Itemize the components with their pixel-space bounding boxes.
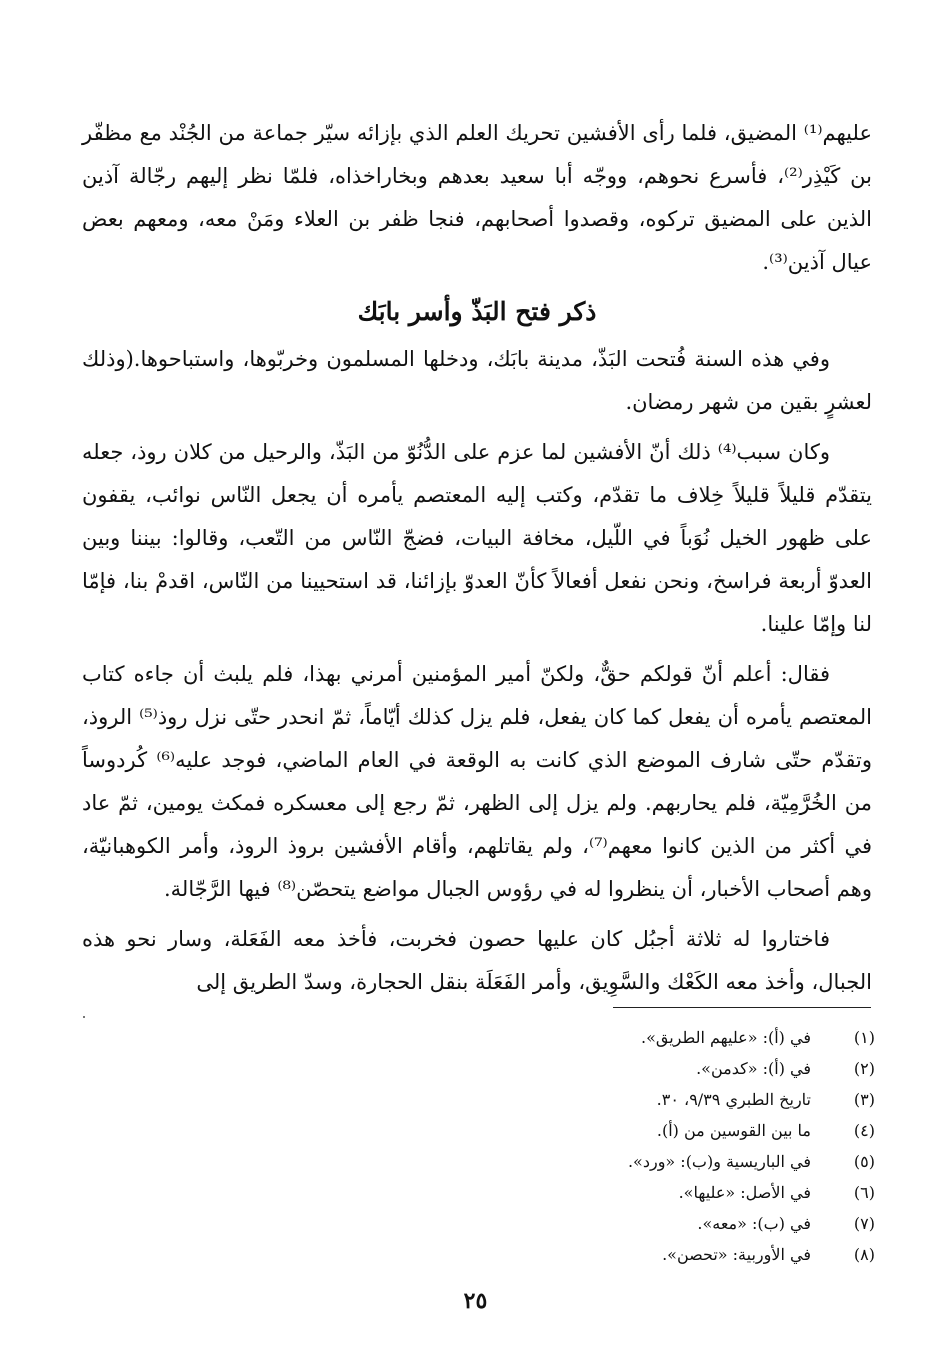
footnote-text: ما بين القوسين من (أ). xyxy=(656,1121,811,1140)
footnote-number: (٢) xyxy=(853,1059,875,1078)
footnote-number: (٦) xyxy=(853,1183,875,1202)
footnote-text: في الباريسية و(ب): «ورد». xyxy=(627,1152,811,1171)
footnote-text: في (أ): «كدمن». xyxy=(696,1059,811,1078)
footnote-text: في الأصل: «عليها». xyxy=(678,1183,811,1202)
footnote-number: (٥) xyxy=(853,1152,875,1171)
footnote-text: في (ب): «معه». xyxy=(697,1214,811,1233)
footnote-text: في الأوربية: «تحصن». xyxy=(662,1245,811,1264)
paragraph-3: وكان سبب⁽⁴⁾ ذلك أنّ الأفشين لما عزم على الدُّنُوّ من البَذّ، والرحيل من كلان روذ، جعله يتقدّم قليلاً قليلاً خِلاف ما تقدّم، وكتب إليه المعتصم يأمره أن يجعل النّاس نوائب، يقفون على ظهور الخيل نُوَباً في اللّيل، مخافة البيات، فضجّ النّاس من التّعب، وقالوا: بيننا وبين العدوّ أربعة فراسخ، ونحن نفعل أفعالاً كأنّ العدوّ بإزائنا، قد استحيينا من النّاس، اقدمْ بنا، فإمّا لنا وإمّا علينا. xyxy=(82,440,872,636)
main-text xyxy=(82,112,872,1004)
footnote-number: (٧) xyxy=(853,1214,875,1233)
footnote-item xyxy=(375,1208,875,1239)
paragraph-5: فاختاروا له ثلاثة أجبُل كان عليها حصون فخربت، فأخذ معه الفَعَلة، وسار نحو هذه الجبال، وأخذ معه الكَعْك والسَّوِيق، وأمر الفَعَلَة بنقل الحجارة، وسدّ الطريق إلى xyxy=(82,927,872,994)
footnote-text: في (أ): «عليهم الطريق». xyxy=(641,1028,811,1047)
footnote-number: (١) xyxy=(853,1028,875,1047)
footnote-item xyxy=(375,1022,875,1053)
paragraph-2: وفي هذه السنة فُتحت البَذّ، مدينة بابَك، ودخلها المسلمون وخربّوها، واستباحوها.(وذلك لعشرٍ بقين من شهر رمضان. xyxy=(82,347,872,414)
paragraph-1: عليهم⁽¹⁾ المضيق، فلما رأى الأفشين تحريك العلم الذي بإزائه سيّر جماعة من الجُنْد مع مظفّر بن كَيْذِر⁽²⁾، فأسرع نحوهم، ووجّه أبا سعيد بعدهم وبخاراخذاه، فلمّا نظر إليهم رجّالة آذين الذين على المضيق تركوه، وقصدوا أصحابهم، فنجا ظفر بن العلاء ومَنْ معه، ومعهم بعض عيال آذين⁽³⁾. xyxy=(82,121,872,274)
page-number: ٢٥ xyxy=(463,1288,488,1314)
footnote-number: (٤) xyxy=(853,1121,875,1140)
footnote-item xyxy=(375,1115,875,1146)
footnote-item xyxy=(375,1239,875,1270)
footnote-separator xyxy=(613,1007,871,1008)
scan-speck xyxy=(83,1016,85,1018)
footnotes xyxy=(375,1022,875,1270)
footnote-item xyxy=(375,1146,875,1177)
footnote-item xyxy=(375,1084,875,1115)
section-heading: ذكر فتح البَذّ وأسر بابَك xyxy=(357,297,597,326)
paragraph-4: فقال: أعلم أنّ قولكم حقٌّ، ولكنّ أمير المؤمنين أمرني بهذا، فلم يلبث أن جاءه كتاب المعتصم يأمره أن يفعل كما كان يفعل، فلم يزل كذلك أيّاماً، ثمّ انحدر حتّى نزل روذ⁽⁵⁾ الروذ، وتقدّم حتّى شارف الموضع الذي كانت به الوقعة في العام الماضي، فوجد عليه⁽⁶⁾ كُردوساً من الخُرَّمِيّة، فلم يحاربهم. ولم يزل إلى الظهر، ثمّ رجع إلى معسكره فمكث يومين، ثمّ عاد في أكثر من الذين كانوا معهم⁽⁷⁾، ولم يقاتلهم، وأقام الأفشين بروذ الروذ، وأمر الكوهبانيّة، وهم أصحاب الأخبار، أن ينظروا له في رؤوس الجبال مواضع يتحصّن⁽⁸⁾ فيها الرَّجّالة. xyxy=(82,662,872,901)
footnote-item xyxy=(375,1053,875,1084)
footnote-text: تاريخ الطبري ٩/٣٩، ٣٠. xyxy=(656,1090,811,1109)
footnote-item xyxy=(375,1177,875,1208)
footnote-number: (٣) xyxy=(853,1090,875,1109)
footnote-number: (٨) xyxy=(853,1245,875,1264)
